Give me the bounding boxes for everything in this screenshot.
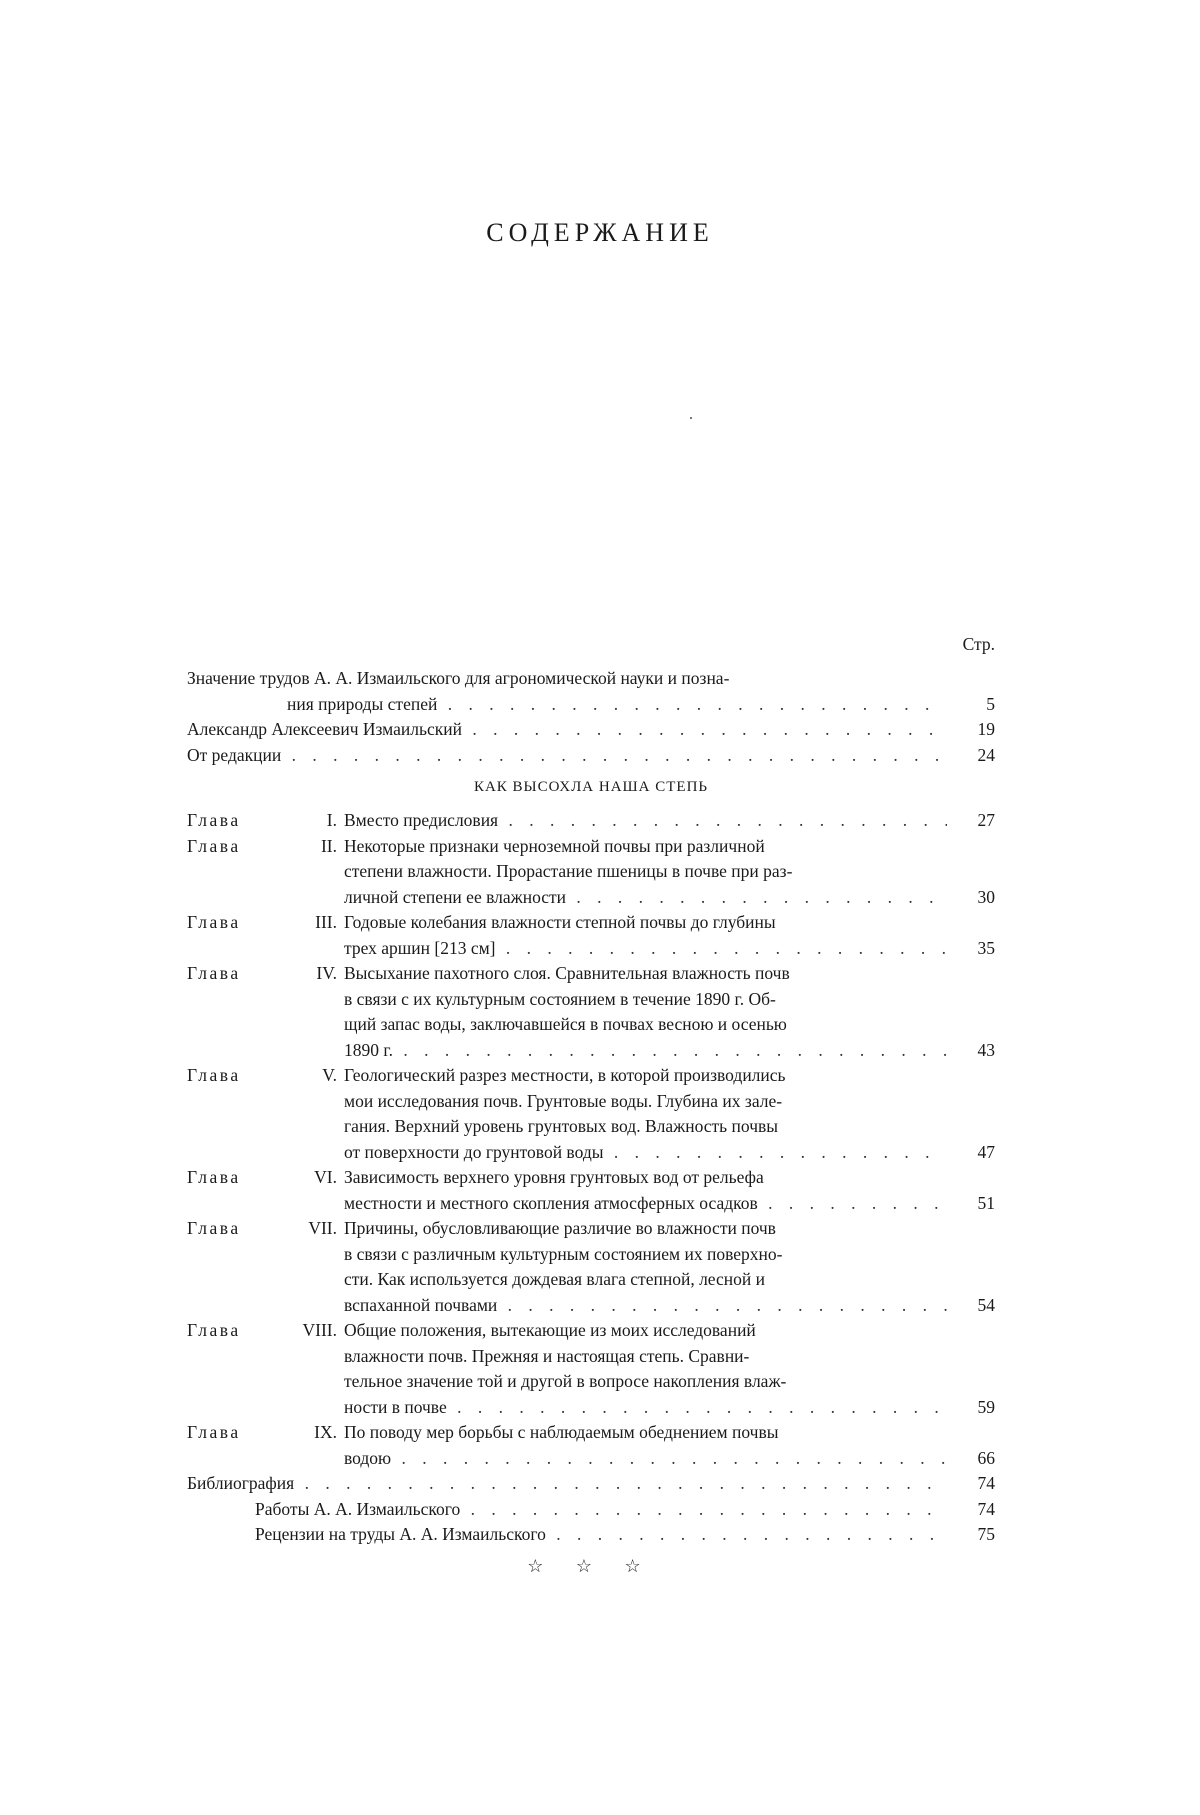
chapter-number: VI. [187,1165,337,1190]
chapter-number: II. [187,834,337,859]
entry-text [187,666,995,691]
chapter-number: III. [187,910,337,935]
leader-dots: . . . . . . . . . . . . . . . . [603,1142,947,1162]
entry-text-content: Высыхание пахотного слоя. Сравнительная влажность почв [344,963,790,983]
chapter-entry-line [187,1012,995,1037]
entry-text-content: личной степени ее влажности [344,887,566,907]
entry-text [344,1216,995,1241]
chapter-label: Глава [187,1216,241,1241]
entry-text-content: Зависимость верхнего уровня грунтовых вод от рельефа [344,1167,764,1187]
chapter-entry-line [187,1267,995,1292]
entry-text-content: в связи с их культурным состоянием в течение 1890 г. Об- [344,989,776,1009]
leader-dots: . . . . . . . . . . . . . . . . . . . . . [498,810,947,830]
entry-text-content: мои исследования почв. Грунтовые воды. Глубина их зале- [344,1091,782,1111]
chapter-entry-line [187,1395,995,1420]
chapter-entry-line [187,1114,995,1139]
chapter-entry-line [187,1242,995,1267]
entry-text-content: степени влажности. Прорастание пшеницы в почве при раз- [344,861,792,881]
page-number: 5 [955,692,995,717]
chapter-entry-line [187,1038,995,1063]
leader-dots: . . . . . . . . . . . . . . . . . . [566,887,947,907]
chapter-entry-line [187,1446,995,1471]
ornament: ☆ ☆ ☆ [187,1556,995,1577]
entry-text [344,1344,995,1369]
entry-text [344,1089,995,1114]
entry-text-content: 1890 г. [344,1040,393,1060]
chapter-entry-line [187,808,995,833]
entry-text-content: Работы А. А. Измаильского [255,1499,460,1519]
entry-text-content: щий запас воды, заключавшейся в почвах весною и осенью [344,1014,787,1034]
chapter-entry-line [187,1089,995,1114]
entry-text [344,834,995,859]
chapter-entry-line [187,1191,995,1216]
chapter-entry-line [187,1318,995,1343]
front-entry-line [187,717,995,742]
entry-text-content: Значение трудов А. А. Измаильского для агрономической науки и позна- [187,668,729,688]
entry-text-content: Библиография [187,1473,294,1493]
chapter-entry-line [187,936,995,961]
chapter-number: VIII. [187,1318,337,1343]
page-number: 59 [955,1395,995,1420]
entry-text [344,808,947,833]
chapter-entry-line [187,1369,995,1394]
chapter-number: VII. [187,1216,337,1241]
entry-text [255,1522,947,1547]
page-number: 43 [955,1038,995,1063]
chapter-entry-line [187,1344,995,1369]
print-speck [690,417,692,419]
entry-text [344,910,995,935]
back-entry-line [187,1471,995,1496]
page-number: 47 [955,1140,995,1165]
page-number: 27 [955,808,995,833]
entry-text [287,692,947,717]
entry-text [344,859,995,884]
leader-dots: . . . . . . . . . [758,1193,947,1213]
entry-text-content: в связи с различным культурным состоянием их поверхно- [344,1244,782,1264]
chapter-entry-line [187,910,995,935]
page-number: 24 [955,743,995,768]
entry-text-content: от поверхности до грунтовой воды [344,1142,603,1162]
chapter-entry-line [187,834,995,859]
entry-text [344,1420,995,1445]
chapter-number: IV. [187,961,337,986]
entry-text-content: Причины, обусловливающие различие во влажности почв [344,1218,776,1238]
chapter-entry-line [187,1293,995,1318]
chapter-label: Глава [187,834,241,859]
entry-text [344,1395,947,1420]
front-entry-line [187,666,995,691]
chapter-number: I. [187,808,337,833]
entry-text [344,1140,947,1165]
page-number: 66 [955,1446,995,1471]
page-number: 74 [955,1471,995,1496]
entry-text-content: тельное значение той и другой в вопросе накопления влаж- [344,1371,786,1391]
chapter-entry-line [187,1216,995,1241]
leader-dots: . . . . . . . . . . . . . . . . . . . . . . . . . . . . . . . [294,1473,947,1493]
chapter-number: IX. [187,1420,337,1445]
entry-text [187,1471,947,1496]
entry-text [255,1497,947,1522]
chapter-label: Глава [187,808,241,833]
entry-text-content: По поводу мер борьбы с наблюдаемым обеднением почвы [344,1422,779,1442]
entry-text [344,1012,995,1037]
page-number: 51 [955,1191,995,1216]
page-number: 19 [955,717,995,742]
chapter-entry-line [187,1063,995,1088]
entry-text-content: Общие положения, вытекающие из моих исследований [344,1320,756,1340]
page-number: 54 [955,1293,995,1318]
chapter-entry-line [187,1420,995,1445]
page-number: 74 [955,1497,995,1522]
entry-text-content: ния природы степей [287,694,437,714]
entry-text [344,1063,995,1088]
entry-text-content: вспаханной почвами [344,1295,497,1315]
page-number: 75 [955,1522,995,1547]
entry-text-content: Годовые колебания влажности степной почвы до глубины [344,912,776,932]
leader-dots: . . . . . . . . . . . . . . . . . . . . . [497,1295,947,1315]
page-title: СОДЕРЖАНИЕ [0,218,1200,248]
chapter-entry-line [187,859,995,884]
leader-dots: . . . . . . . . . . . . . . . . . . . . . . . . [437,694,947,714]
entry-text [344,1165,995,1190]
entry-text-content: Геологический разрез местности, в которой производились [344,1065,786,1085]
entry-text-content: Некоторые признаки черноземной почвы при различной [344,836,765,856]
chapter-number: V. [187,1063,337,1088]
back-entry-line [187,1522,995,1547]
entry-text [344,1267,995,1292]
entry-text [344,1318,995,1343]
front-entry-line [187,743,995,768]
entry-text [344,885,947,910]
back-entry-line [187,1497,995,1522]
chapter-entry-line [187,1140,995,1165]
entry-text-content: Александр Алексеевич Измаильский [187,719,462,739]
entry-text-content: Рецензии на труды А. А. Измаильского [255,1524,546,1544]
entry-text-content: Вместо предисловия [344,810,498,830]
leader-dots: . . . . . . . . . . . . . . . . . . . . . . . . . . . . . . . . [281,745,947,765]
entry-text-content: сти. Как используется дождевая влага степной, лесной и [344,1269,765,1289]
leader-dots: . . . . . . . . . . . . . . . . . . . . . [496,938,948,958]
page-column-header: Стр. [963,634,995,655]
entry-text [344,936,947,961]
leader-dots: . . . . . . . . . . . . . . . . . . . [546,1524,947,1544]
entry-text-content: ности в почве [344,1397,447,1417]
entry-text-content: гания. Верхний уровень грунтовых вод. Влажность почвы [344,1116,778,1136]
entry-text [344,1191,947,1216]
leader-dots: . . . . . . . . . . . . . . . . . . . . . . . . . . [393,1040,947,1060]
entry-text-content: влажности почв. Прежняя и настоящая степь. Сравни- [344,1346,749,1366]
entry-text [344,1242,995,1267]
chapter-label: Глава [187,1318,241,1343]
entry-text-content: водою [344,1448,391,1468]
section-heading: КАК ВЫСОХЛА НАША СТЕПЬ [187,779,995,796]
page-number: 30 [955,885,995,910]
leader-dots: . . . . . . . . . . . . . . . . . . . . . . . [460,1499,947,1519]
chapter-label: Глава [187,961,241,986]
leader-dots: . . . . . . . . . . . . . . . . . . . . . . . [462,719,947,739]
entry-text [344,961,995,986]
chapter-label: Глава [187,1165,241,1190]
chapter-label: Глава [187,910,241,935]
entry-text [344,1114,995,1139]
entry-text [344,1446,947,1471]
page-number: 35 [955,936,995,961]
entry-text [187,717,947,742]
entry-text [344,1293,947,1318]
entry-text [187,743,947,768]
chapter-entry-line [187,961,995,986]
entry-text [344,1038,947,1063]
entry-text [344,987,995,1012]
entry-text-content: местности и местного скопления атмосферных осадков [344,1193,758,1213]
front-entry-line [187,692,995,717]
entry-text-content: трех аршин [213 см] [344,938,496,958]
chapter-label: Глава [187,1063,241,1088]
leader-dots: . . . . . . . . . . . . . . . . . . . . . . . . [447,1397,947,1417]
chapter-entry-line [187,987,995,1012]
chapter-entry-line [187,1165,995,1190]
chapter-label: Глава [187,1420,241,1445]
entry-text-content: От редакции [187,745,281,765]
entry-text [344,1369,995,1394]
chapter-entry-line [187,885,995,910]
leader-dots: . . . . . . . . . . . . . . . . . . . . . . . . . . [391,1448,947,1468]
